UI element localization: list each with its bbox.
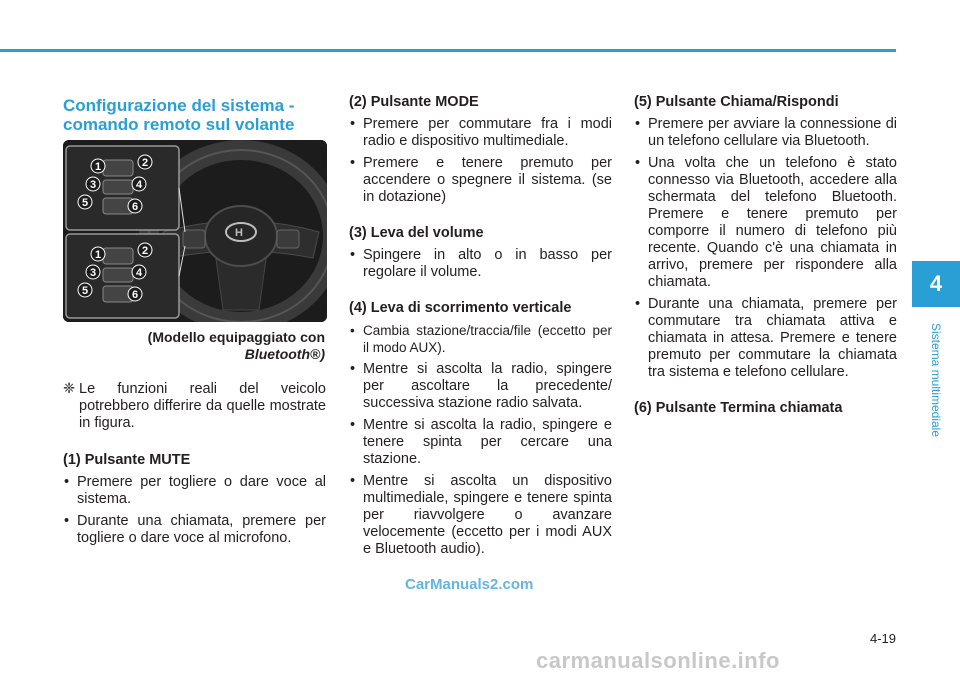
callout-2-top: 2 <box>141 157 149 169</box>
callout-5-bottom: 5 <box>81 285 89 297</box>
bullet: • Premere per commutare fra i modi radio e dispositivo multimediale. <box>349 116 612 150</box>
figure-caption <box>63 329 325 363</box>
callout-3-bottom: 3 <box>89 267 97 279</box>
callout-5-top: 5 <box>81 197 89 209</box>
note <box>63 381 326 432</box>
note-mark-icon: ❈ <box>63 381 76 397</box>
item-heading-call: (5) Pulsante Chiama/Rispondi <box>634 94 839 110</box>
column-2 <box>349 94 612 563</box>
bullet: • Una volta che un telefono è stato connesso via Bluetooth, accedere alla schermata del telefono Bluetooth. Premere e tenere premuto per comporre il numero di telefono più recente. Quando c'è una chiamata in arrivo, premere per rispondere alla chiamata. <box>634 155 897 291</box>
steering-wheel-figure <box>63 140 327 322</box>
callout-1-top: 1 <box>94 161 102 173</box>
chapter-tab: 4 <box>912 261 960 307</box>
top-rule <box>0 49 896 52</box>
bullet: • Premere per avviare la connessione di un telefono cellulare via Bluetooth. <box>634 116 897 150</box>
section-title: Configurazione del sistema - comando remoto sul volante <box>63 96 295 134</box>
callout-6-bottom: 6 <box>131 289 139 301</box>
callout-1-bottom: 1 <box>94 249 102 261</box>
item-heading-mode: (2) Pulsante MODE <box>349 94 479 110</box>
item-heading-seek: (4) Leva di scorrimento verticale <box>349 300 572 316</box>
bullet: • Mentre si ascolta la radio, spingere e tenere spinta per cercare una stazione. <box>349 417 612 468</box>
caption-line-1: (Modello equipaggiato con <box>147 329 325 345</box>
chapter-side-label: Sistema multimediale <box>929 322 943 438</box>
item-heading-end-call: (6) Pulsante Termina chiamata <box>634 400 843 416</box>
bullet: • Cambia stazione/traccia/file (eccetto per il modo AUX). <box>349 322 612 356</box>
note-text: Le funzioni reali del veicolo potrebbero differire da quelle mostrate in figura. <box>79 381 326 431</box>
column-3 <box>634 94 897 422</box>
bullet: • Premere e tenere premuto per accendere o spegnere il sistema. (se in dotazione) <box>349 155 612 206</box>
item-heading-volume: (3) Leva del volume <box>349 225 484 241</box>
callout-4-bottom: 4 <box>135 267 143 279</box>
bullet: • Durante una chiamata, premere per togliere o dare voce al microfono. <box>63 513 326 547</box>
callout-2-bottom: 2 <box>141 245 149 257</box>
caption-line-2: Bluetooth®) <box>244 346 325 362</box>
column-1 <box>63 381 326 552</box>
callout-6-top: 6 <box>131 201 139 213</box>
bullet: • Durante una chiamata, premere per commutare tra chiamata attiva e chiamata in attesa. Premere e tenere premuto per commutare la chiamata tra sistema e telefono cellulare. <box>634 296 897 381</box>
item-heading-mute: (1) Pulsante MUTE <box>63 452 191 468</box>
bullet: • Spingere in alto o in basso per regolare il volume. <box>349 247 612 281</box>
page-number: 4-19 <box>869 631 896 646</box>
callout-3-top: 3 <box>89 179 97 191</box>
svg-text:H: H <box>235 227 243 239</box>
bullet: • Mentre si ascolta la radio, spingere per ascoltare la precedente/ successiva stazione radio salvata. <box>349 361 612 412</box>
watermark-secondary: carmanualsonline.info <box>536 648 780 673</box>
bullet: • Mentre si ascolta un dispositivo multimediale, spingere e tenere spinta per riavvolgere o avanzare velocemente (eccetto per i modi AUX e Bluetooth audio). <box>349 473 612 558</box>
bullet: • Premere per togliere o dare voce al sistema. <box>63 474 326 508</box>
watermark-primary: CarManuals2.com <box>405 576 534 593</box>
callout-4-top: 4 <box>135 179 143 191</box>
